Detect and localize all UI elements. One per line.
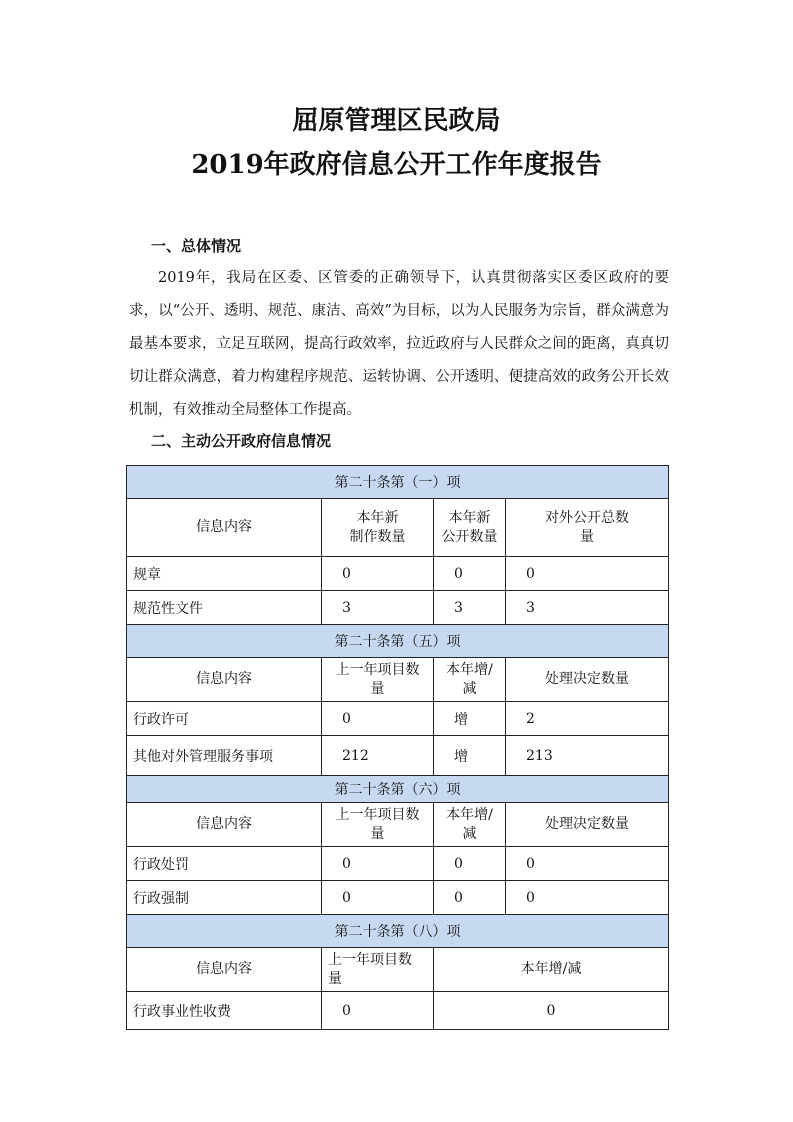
report-title-line1: 屈原管理区民政局 xyxy=(292,106,501,136)
value-cell: 0 xyxy=(322,881,434,915)
header-cell: 信息内容 xyxy=(127,948,322,992)
value-cell: 212 xyxy=(322,736,434,776)
section-title-cell: 第二十条第（八）项 xyxy=(127,915,669,948)
value-cell: 0 xyxy=(506,881,669,915)
header-text: 上一年项目数 量 xyxy=(328,951,412,987)
table-row xyxy=(127,847,669,881)
value-cell: 0 xyxy=(322,847,434,881)
value-cell: 0 xyxy=(322,992,434,1030)
row-label-cell: 行政强制 xyxy=(127,881,322,915)
header-text: 本年增/ 减 xyxy=(446,661,493,697)
value-cell: 3 xyxy=(434,591,506,625)
table-row xyxy=(127,992,669,1030)
header-cell xyxy=(434,803,506,847)
value-cell: 0 xyxy=(434,881,506,915)
value-cell: 增 xyxy=(434,736,506,776)
table-section-title-row xyxy=(127,915,669,948)
disclosure-table xyxy=(126,465,669,1030)
table-row xyxy=(127,881,669,915)
header-cell xyxy=(434,499,506,557)
section-title-cell: 第二十条第（六）项 xyxy=(127,776,669,803)
value-cell: 0 xyxy=(434,557,506,591)
header-cell: 本年增/减 xyxy=(434,948,669,992)
row-label-cell: 其他对外管理服务事项 xyxy=(127,736,322,776)
value-cell: 0 xyxy=(322,557,434,591)
table-section-title-row xyxy=(127,776,669,803)
table-header-row xyxy=(127,948,669,992)
report-title-line2: 2019年政府信息公开工作年度报告 xyxy=(191,150,602,180)
value-cell: 0 xyxy=(506,557,669,591)
header-text: 对外公开总数 量 xyxy=(545,509,629,545)
value-cell: 增 xyxy=(434,702,506,736)
header-text: 本年新 制作数量 xyxy=(349,509,406,545)
row-label-cell: 行政处罚 xyxy=(127,847,322,881)
section-title-cell: 第二十条第（五）项 xyxy=(127,625,669,658)
header-cell xyxy=(322,658,434,702)
value-cell: 0 xyxy=(434,847,506,881)
row-label-cell: 行政事业性收费 xyxy=(127,992,322,1030)
table-row xyxy=(127,736,669,776)
value-cell: 213 xyxy=(506,736,669,776)
header-cell: 信息内容 xyxy=(127,803,322,847)
value-cell: 0 xyxy=(434,992,669,1030)
header-text: 上一年项目数 量 xyxy=(335,806,420,842)
header-cell xyxy=(506,499,669,557)
value-cell: 3 xyxy=(506,591,669,625)
table-section-title-row xyxy=(127,466,669,499)
table-header-row xyxy=(127,658,669,702)
header-cell xyxy=(322,499,434,557)
header-text: 本年增/ 减 xyxy=(446,806,493,842)
header-cell xyxy=(322,803,434,847)
table-row xyxy=(127,591,669,625)
header-cell xyxy=(434,658,506,702)
value-cell: 2 xyxy=(506,702,669,736)
value-cell: 0 xyxy=(506,847,669,881)
table-header-row xyxy=(127,499,669,557)
value-cell: 0 xyxy=(322,702,434,736)
header-cell: 处理决定数量 xyxy=(506,803,669,847)
section-title-cell: 第二十条第（一）项 xyxy=(127,466,669,499)
row-label-cell: 行政许可 xyxy=(127,702,322,736)
header-cell: 信息内容 xyxy=(127,499,322,557)
table-row xyxy=(127,702,669,736)
header-cell xyxy=(322,948,434,992)
header-text: 本年新 公开数量 xyxy=(441,509,498,545)
header-text: 上一年项目数 量 xyxy=(335,661,420,697)
header-cell: 信息内容 xyxy=(127,658,322,702)
value-cell: 3 xyxy=(322,591,434,625)
table-section-title-row xyxy=(127,625,669,658)
section1-heading: 一、总体情况 xyxy=(151,237,242,255)
row-label-cell: 规章 xyxy=(127,557,322,591)
table-row xyxy=(127,557,669,591)
section2-heading: 二、主动公开政府信息情况 xyxy=(151,432,332,450)
row-label-cell: 规范性文件 xyxy=(127,591,322,625)
header-cell: 处理决定数量 xyxy=(506,658,669,702)
section1-paragraph: 2019年，我局在区委、区管委的正确领导下，认真贯彻落实区委区政府的要求，以“公开、透明、规范、康洁、高效”为目标，以为人民服务为宗旨，群众满意为最基本要求，立足互联网，提高行政效率，拉近政府与人民群众之间的距离，真真切切让群众满意，着力构建程序规范、运转协调、公开透明、便捷高效的政务公开长效机制，有效推动全局整体工作提高。 xyxy=(129,270,669,418)
table-header-row xyxy=(127,803,669,847)
